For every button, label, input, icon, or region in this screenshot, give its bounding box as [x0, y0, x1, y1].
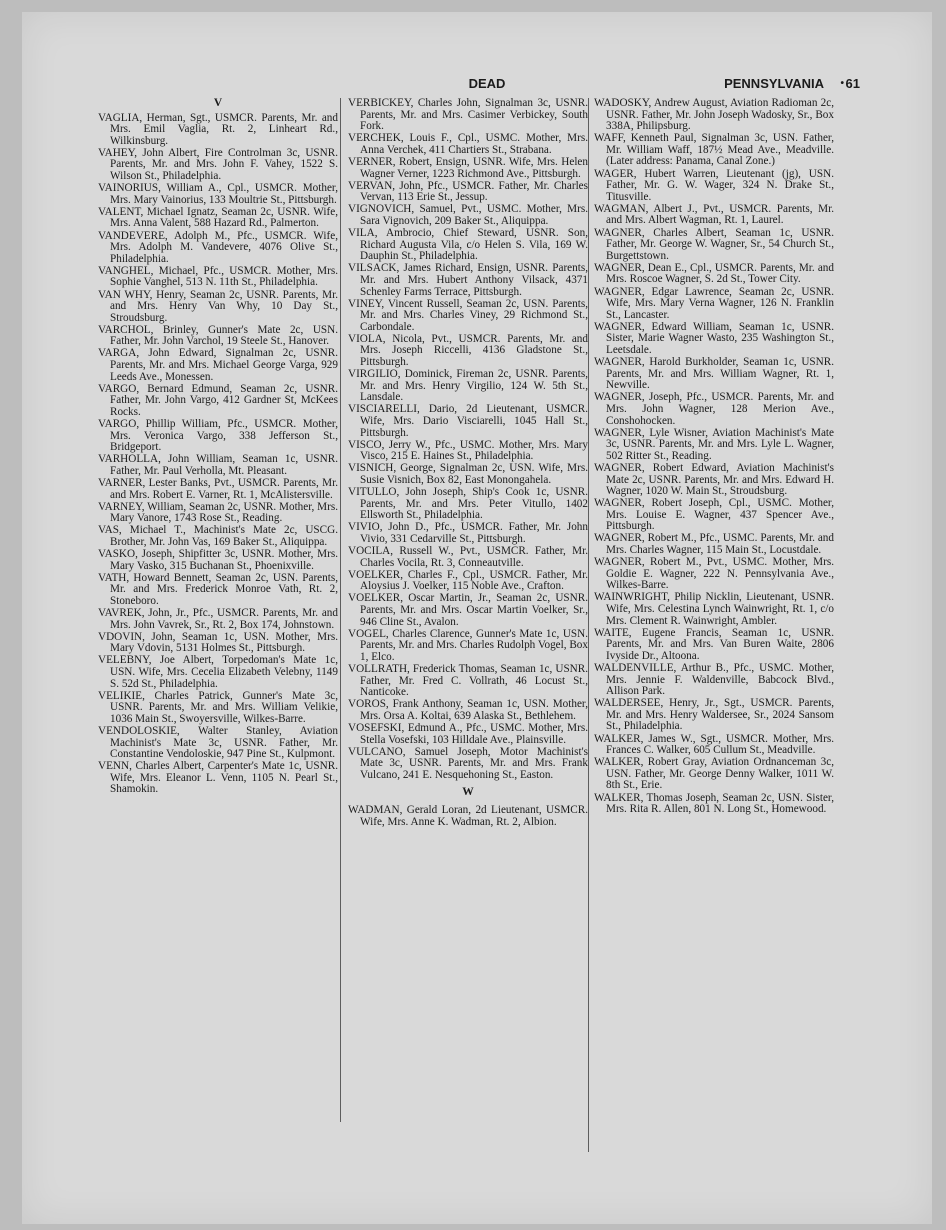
list-item: VALENT, Michael Ignatz, Seaman 2c, USNR. Wife, Mrs. Anna Valent, 588 Hazard Rd., Palmerton.	[98, 205, 338, 230]
list-item: VAN WHY, Henry, Seaman 2c, USNR. Parents, Mr. and Mrs. Henry Van Why, 10 Day St., Stroudsburg.	[98, 288, 338, 324]
list-item: WAGNER, Dean E., Cpl., USMCR. Parents, Mr. and Mrs. Roscoe Wagner, S. 2d St., Tower City.	[594, 261, 834, 286]
list-item: WALDENVILLE, Arthur B., Pfc., USMC. Mother, Mrs. Jennie F. Waldenville, Babcock Blvd., Allison Park.	[594, 662, 834, 698]
header-bullet: •	[840, 78, 844, 89]
list-item: WAGNER, Edgar Lawrence, Seaman 2c, USNR. Wife, Mrs. Mary Verna Wagner, 126 N. Franklin St., Lancaster.	[594, 285, 834, 321]
list-item: VISCIARELLI, Dario, 2d Lieutenant, USMCR. Wife, Mrs. Dario Visciarelli, 1045 Hall St., Pittsburgh.	[348, 403, 588, 439]
list-item: VERBICKEY, Charles John, Signalman 3c, USNR. Parents, Mr. and Mrs. Casimer Verbickey, South Fork.	[348, 97, 588, 133]
list-item: VOGEL, Charles Clarence, Gunner's Mate 1c, USN. Parents, Mr. and Mrs. Charles Rudolph Vogel, Box 1, Elco.	[348, 627, 588, 663]
list-item: WALKER, Thomas Joseph, Seaman 2c, USN. Sister, Mrs. Rita R. Allen, 801 N. Long St., Homewood.	[594, 791, 834, 816]
entry-list-column-2-w	[348, 805, 588, 828]
list-item: WAGNER, Edward William, Seaman 1c, USNR. Sister, Marie Wagner Wasto, 235 Washington St., Leetsdale.	[594, 320, 834, 356]
list-item: WALKER, James W., Sgt., USMCR. Mother, Mrs. Frances C. Walker, 605 Cullum St., Meadville.	[594, 732, 834, 757]
entry-list-column-2-v	[348, 98, 588, 781]
list-item: WAGNER, Robert M., Pfc., USMC. Parents, Mr. and Mrs. Charles Wagner, 115 Main St., Locustdale.	[594, 532, 834, 557]
entry-list-column-3	[594, 98, 834, 816]
list-item: VARNER, Lester Banks, Pvt., USMCR. Parents, Mr. and Mrs. Robert E. Varner, Rt. 1, McAlistersville.	[98, 477, 338, 501]
list-item: VINEY, Vincent Russell, Seaman 2c, USN. Parents, Mr. and Mrs. Charles Viney, 29 Richmond St., Carbondale.	[348, 297, 588, 333]
list-item: VIRGILIO, Dominick, Fireman 2c, USNR. Parents, Mr. and Mrs. Henry Virgilio, 124 W. 5th St., Lansdale.	[348, 368, 588, 404]
list-item: VARGA, John Edward, Signalman 2c, USNR. Parents, Mr. and Mrs. Michael George Varga, 929 Leeds Ave., Monessen.	[98, 347, 338, 383]
list-item: VENN, Charles Albert, Carpenter's Mate 1c, USNR. Wife, Mrs. Eleanor L. Venn, 1105 N. Pearl St., Shamokin.	[98, 760, 338, 796]
list-item: VERNER, Robert, Ensign, USNR. Wife, Mrs. Helen Wagner Verner, 1223 Richmond Ave., Pittsburgh.	[348, 155, 588, 180]
list-item: WAGNER, Lyle Wisner, Aviation Machinist's Mate 3c, USNR. Parents, Mr. and Mrs. Lyle L. Wagner, 502 Ritter St., Reading.	[594, 426, 834, 462]
list-item: VDOVIN, John, Seaman 1c, USN. Mother, Mrs. Mary Vdovin, 5131 Holmes St., Pittsburgh.	[98, 630, 338, 655]
list-item: VAGLIA, Herman, Sgt., USMCR. Parents, Mr. and Mrs. Emil Vaglia, Rt. 2, Linheart Rd., Wilkinsburg.	[98, 111, 338, 147]
column-2	[348, 98, 588, 829]
list-item: VARHOLLA, John William, Seaman 1c, USNR. Father, Mr. Paul Verholla, Mt. Pleasant.	[98, 453, 338, 477]
list-item: VOELKER, Charles F., Cpl., USMCR. Father, Mr. Aloysius J. Voelker, 115 Noble Ave., Crafton.	[348, 568, 588, 593]
list-item: VOLLRATH, Frederick Thomas, Seaman 1c, USNR. Father, Mr. Fred C. Vollrath, 46 Locust St., Nanticoke.	[348, 663, 588, 699]
list-item: VAS, Michael T., Machinist's Mate 2c, USCG. Brother, Mr. John Vas, 169 Baker St., Aliquippa.	[98, 524, 338, 548]
list-item: VAHEY, John Albert, Fire Controlman 3c, USNR. Parents, Mr. and Mrs. John F. Vahey, 1522 S. Wilson St., Philadelphia.	[98, 146, 338, 183]
list-item: VASKO, Joseph, Shipfitter 3c, USNR. Mother, Mrs. Mary Vasko, 315 Buchanan St., Phoenixville.	[98, 548, 338, 572]
column-divider-right	[588, 98, 589, 1152]
column-3	[594, 98, 834, 816]
section-letter-v: V	[213, 97, 223, 109]
list-item: WALKER, Robert Gray, Aviation Ordnanceman 3c, USN. Father, Mr. George Denny Walker, 1011 W. 8th St., Erie.	[594, 756, 834, 792]
list-item: WAITE, Eugene Francis, Seaman 1c, USNR. Parents, Mr. and Mrs. Van Buren Waite, 2806 Ivyside Dr., Altoona.	[594, 626, 834, 662]
list-item: VANDEVERE, Adolph M., Pfc., USMCR. Wife, Mrs. Adolph M. Vandevere, 4076 Olive St., Philadelphia.	[98, 229, 338, 265]
list-item: WAGER, Hubert Warren, Lieutenant (jg), USN. Father, Mr. G. W. Wager, 324 N. Drake St., Titusville.	[594, 167, 834, 203]
list-item: WAGMAN, Albert J., Pvt., USMCR. Parents, Mr. and Mrs. Albert Wagman, Rt. 1, Laurel.	[594, 202, 834, 227]
column-1	[98, 98, 338, 797]
list-item: VENDOLOSKIE, Walter Stanley, Aviation Machinist's Mate 3c, USNR. Father, Mr. Constantine Vendoloskie, 947 Pine St., Kulpmont.	[98, 724, 338, 761]
list-item: VIOLA, Nicola, Pvt., USMCR. Parents, Mr. and Mrs. Joseph Riccelli, 4136 Gladstone St., Pittsburgh.	[348, 332, 588, 369]
list-item: VELEBNY, Joe Albert, Torpedoman's Mate 1c, USN. Wife, Mrs. Cecelia Elizabeth Velebny, 1149 S. 52d St., Philadelphia.	[98, 654, 338, 690]
list-item: VILA, Ambrocio, Chief Steward, USNR. Son, Richard Augusta Vila, c/o Helen S. Vila, 169 W. Dauphin St., Philadelphia.	[348, 227, 588, 263]
list-item: WADOSKY, Andrew August, Aviation Radioman 2c, USNR. Father, Mr. John Joseph Wadosky, Sr., Box 338A, Philipsburg.	[594, 97, 834, 133]
list-item: VIGNOVICH, Samuel, Pvt., USMC. Mother, Mrs. Sara Vignovich, 209 Baker St., Aliquippa.	[348, 203, 588, 227]
list-item: VULCANO, Samuel Joseph, Motor Machinist's Mate 3c, USNR. Parents, Mr. and Mrs. Frank Vulcano, 241 E. Nesquehoning St., Easton.	[348, 745, 588, 781]
list-item: VOCILA, Russell W., Pvt., USMCR. Father, Mr. Charles Vocila, Rt. 3, Conneautville.	[348, 545, 588, 569]
list-item: WAGNER, Robert Joseph, Cpl., USMC. Mother, Mrs. Louise E. Wagner, 437 Spencer Ave., Pittsburgh.	[594, 497, 834, 533]
list-item: VANGHEL, Michael, Pfc., USMCR. Mother, Mrs. Sophie Vanghel, 513 N. 11th St., Philadelphia.	[98, 264, 338, 289]
list-item: VATH, Howard Bennett, Seaman 2c, USN. Parents, Mr. and Mrs. Frederick Monroe Vath, Rt. 2, Stoneboro.	[98, 571, 338, 607]
list-item: WAGNER, Robert Edward, Aviation Machinist's Mate 2c, USNR. Parents, Mr. and Mrs. Edward H. Wagner, 1020 W. Main St., Stroudsburg.	[594, 461, 834, 498]
list-item: VAINORIUS, William A., Cpl., USMCR. Mother, Mrs. Mary Vainorius, 133 Moultrie St., Pittsburgh.	[98, 182, 338, 206]
list-item: WALDERSEE, Henry, Jr., Sgt., USMCR. Parents, Mr. and Mrs. Henry Waldersee, Sr., 2024 Sansom St., Philadelphia.	[594, 697, 834, 733]
list-item: VIVIO, John D., Pfc., USMCR. Father, Mr. John Vivio, 331 Cedarville St., Pittsburgh.	[348, 521, 588, 545]
running-header	[22, 76, 932, 94]
list-item: WAGNER, Joseph, Pfc., USMCR. Parents, Mr. and Mrs. John Wagner, 128 Merion Ave., Conshohocken.	[594, 391, 834, 427]
page-number: 61	[845, 76, 860, 91]
list-item: VOSEFSKI, Edmund A., Pfc., USMC. Mother, Mrs. Stella Vosefski, 103 Hilldale Ave., Plainsville.	[348, 721, 588, 746]
header-state-name: PENNSYLVANIA	[724, 76, 824, 91]
list-item: VISCO, Jerry W., Pfc., USMC. Mother, Mrs. Mary Visco, 215 E. Haines St., Philadelphia.	[348, 438, 588, 463]
list-item: VISNICH, George, Signalman 2c, USN. Wife, Mrs. Susie Visnich, Box 82, East Monongahela.	[348, 462, 588, 486]
section-letter-w: W	[462, 786, 474, 799]
list-item: VELIKIE, Charles Patrick, Gunner's Mate 3c, USNR. Parents, Mr. and Mrs. William Velikie, 1036 Main St., Swoyersville, Wilkes-Barre.	[98, 689, 338, 725]
list-item: VARGO, Bernard Edmund, Seaman 2c, USNR. Father, Mr. John Vargo, 412 Gardner St, McKees Rocks.	[98, 382, 338, 418]
list-item: VILSACK, James Richard, Ensign, USNR. Parents, Mr. and Mrs. Hubert Anthony Vilsack, 4371 Schenley Farms Terrace, Pittsburgh.	[348, 262, 588, 298]
list-item: VARCHOL, Brinley, Gunner's Mate 2c, USN. Father, Mr. John Varchol, 19 Steele St., Hanover.	[98, 323, 338, 348]
entry-list-column-1	[98, 113, 338, 796]
list-item: VOELKER, Oscar Martin, Jr., Seaman 2c, USNR. Parents, Mr. and Mrs. Oscar Martin Voelker, Sr., 946 Cline St., Avalon.	[348, 592, 588, 628]
list-item: WAGNER, Charles Albert, Seaman 1c, USNR. Father, Mr. George W. Wagner, Sr., 54 Church St., Burgettstown.	[594, 226, 834, 262]
list-item: VITULLO, John Joseph, Ship's Cook 1c, USNR. Parents, Mr. and Mrs. Peter Vitullo, 1402 Ellsworth St., Philadelphia.	[348, 486, 588, 522]
list-item: VAVREK, John, Jr., Pfc., USMCR. Parents, Mr. and Mrs. John Vavrek, Sr., Rt. 2, Box 174, Johnstown.	[98, 607, 338, 631]
list-item: VARGO, Phillip William, Pfc., USMCR. Mother, Mrs. Veronica Vargo, 338 Jefferson St., Bridgeport.	[98, 418, 338, 454]
list-item: WAGNER, Harold Burkholder, Seaman 1c, USNR. Parents, Mr. and Mrs. William Wagner, Rt. 1, Newville.	[594, 356, 834, 392]
list-item: WAFF, Kenneth Paul, Signalman 3c, USN. Father, Mr. William Waff, 187½ Mead Ave., Meadville. (Later address: Panama, Canal Zone.)	[594, 132, 834, 168]
header-section-title: DEAD	[468, 76, 506, 91]
list-item: WADMAN, Gerald Loran, 2d Lieutenant, USMCR. Wife, Mrs. Anne K. Wadman, Rt. 2, Albion.	[348, 804, 588, 828]
list-item: VOROS, Frank Anthony, Seaman 1c, USN. Mother, Mrs. Orsa A. Koltai, 639 Alaska St., Bethlehem.	[348, 698, 588, 722]
document-page	[22, 12, 932, 1224]
list-item: VERCHEK, Louis F., Cpl., USMC. Mother, Mrs. Anna Verchek, 411 Chartiers St., Strabana.	[348, 132, 588, 156]
list-item: WAGNER, Robert M., Pvt., USMC. Mother, Mrs. Goldie E. Wagner, 222 N. Pennsylvania Ave., Wilkes-Barre.	[594, 556, 834, 592]
list-item: WAINWRIGHT, Philip Nicklin, Lieutenant, USNR. Wife, Mrs. Celestina Lynch Wainwright, Rt. 1, c/o Mrs. Clement R. Wainwright, Ambler.	[594, 591, 834, 627]
list-item: VERVAN, John, Pfc., USMCR. Father, Mr. Charles Vervan, 113 Erie St., Jessup.	[348, 179, 588, 204]
list-item: VARNEY, William, Seaman 2c, USNR. Mother, Mrs. Mary Vanore, 1743 Rose St., Reading.	[98, 500, 338, 525]
column-divider-left	[340, 98, 341, 1122]
